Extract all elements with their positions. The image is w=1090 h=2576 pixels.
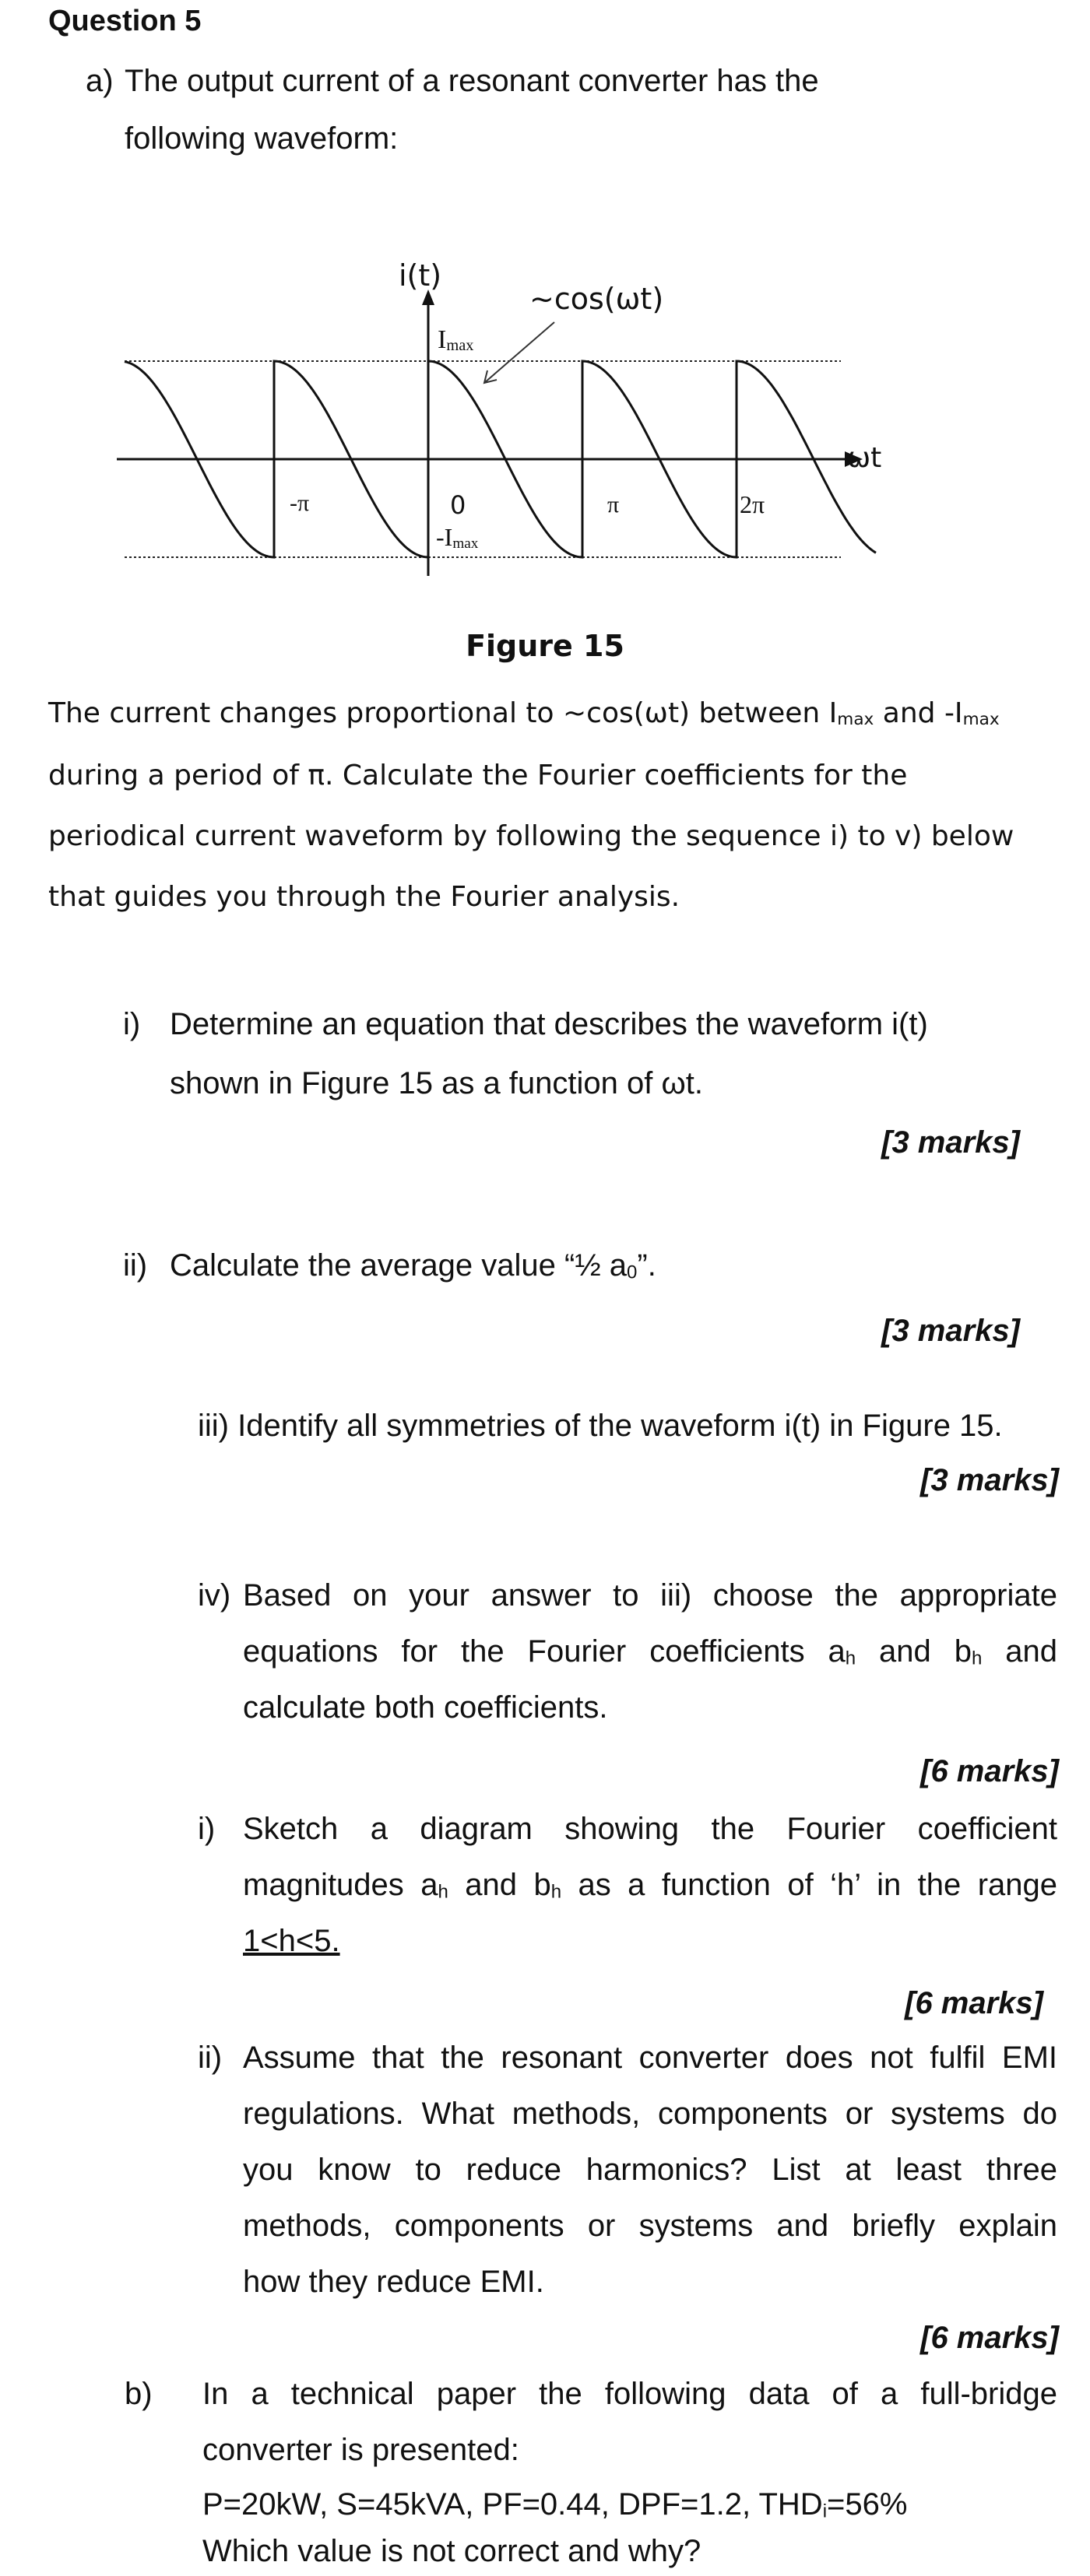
item-i-marks: [3 marks] bbox=[881, 1125, 1020, 1160]
pointer-line bbox=[484, 322, 554, 383]
waveform-plot bbox=[109, 241, 919, 599]
neg-imax-label: $-I_{max}$ bbox=[436, 523, 479, 552]
tick-label-2pi: 2π bbox=[740, 490, 765, 518]
tick-label-pi: π bbox=[607, 492, 620, 518]
part-a-intro-line1: The output current of a resonant converter has the bbox=[125, 64, 819, 98]
item-v-marks: [6 marks] bbox=[905, 1986, 1043, 2020]
item-vi-line4: methods, components or systems and briefly explain bbox=[243, 2209, 1057, 2243]
item-ii-marks: [3 marks] bbox=[881, 1314, 1020, 1348]
waveform-figure bbox=[109, 241, 919, 599]
item-i-label: i) bbox=[123, 1007, 141, 1041]
item-i-line2: shown in Figure 15 as a function of ωt. bbox=[170, 1066, 703, 1100]
axes bbox=[117, 290, 863, 576]
item-iii-marks: [3 marks] bbox=[920, 1463, 1059, 1497]
part-b-line1: In a technical paper the following data of a full-bridge bbox=[202, 2377, 1057, 2411]
part-a-label: a) bbox=[86, 64, 114, 98]
item-ii-text: Calculate the average value “½ $a_0$”. bbox=[170, 1248, 656, 1283]
item-ii-label: ii) bbox=[123, 1248, 148, 1283]
item-vi-label: ii) bbox=[198, 2041, 223, 2075]
item-vi-line3: you know to reduce harmonics? List at least three bbox=[243, 2153, 1057, 2187]
part-a-intro-line2: following waveform: bbox=[125, 121, 399, 156]
item-v-label: i) bbox=[198, 1812, 216, 1846]
item-iv-label: iv) bbox=[198, 1578, 231, 1613]
tick-label-zero: 0 bbox=[450, 490, 466, 520]
description-line4: that guides you through the Fourier analysis. bbox=[48, 881, 680, 913]
figure-caption: Figure 15 bbox=[466, 629, 624, 663]
item-v-line3: 1<h<5. bbox=[243, 1924, 340, 1958]
part-b-line4: Which value is not correct and why? bbox=[202, 2534, 701, 2568]
description-line1: The current changes proportional to ~cos(ωt) between $I_{max}$ and $-I_{max}$ bbox=[48, 697, 1000, 730]
item-v-line1: Sketch a diagram showing the Fourier coefficient bbox=[243, 1812, 1057, 1846]
item-vi-marks: [6 marks] bbox=[920, 2321, 1059, 2355]
part-b-line2: converter is presented: bbox=[202, 2433, 519, 2467]
description-line2: during a period of π. Calculate the Fourier coefficients for the bbox=[48, 760, 908, 791]
cos-pointer-arrow bbox=[484, 322, 554, 383]
item-v-line2: magnitudes $a_h$ and $b_h$ as a function of ‘h’ in the range bbox=[243, 1868, 1058, 1903]
item-iv-marks: [6 marks] bbox=[920, 1754, 1059, 1788]
item-iv-line3: calculate both coefficients. bbox=[243, 1690, 608, 1725]
description-line3: periodical current waveform by following the sequence i) to v) below bbox=[48, 820, 1014, 852]
item-vi-line2: regulations. What methods, components or systems do bbox=[243, 2097, 1057, 2131]
imax-label: $I_{max}$ bbox=[438, 325, 474, 355]
y-axis-label: i(t) bbox=[399, 258, 442, 293]
item-iv-line1: Based on your answer to iii) choose the appropriate bbox=[243, 1578, 1057, 1613]
cos-label: ~cos(ωt) bbox=[529, 282, 664, 316]
item-iv-line2: equations for the Fourier coefficients $a_h$ and $b_h$ and bbox=[243, 1634, 1057, 1669]
tick-label-neg-pi: -π bbox=[290, 490, 310, 516]
item-vi-line5: how they reduce EMI. bbox=[243, 2265, 544, 2299]
x-axis-label: ωt bbox=[847, 442, 882, 474]
item-vi-line1: Assume that the resonant converter does not fulfil EMI bbox=[243, 2041, 1057, 2075]
item-i-line1: Determine an equation that describes the waveform i(t) bbox=[170, 1007, 928, 1041]
question-title: Question 5 bbox=[48, 5, 202, 37]
item-iii-text: iii) Identify all symmetries of the waveform i(t) in Figure 15. bbox=[198, 1409, 1003, 1443]
part-b-label: b) bbox=[125, 2377, 153, 2411]
part-b-line3: P=20kW, S=45kVA, PF=0.44, DPF=1.2, $THD_i=56\%$ bbox=[202, 2487, 908, 2522]
